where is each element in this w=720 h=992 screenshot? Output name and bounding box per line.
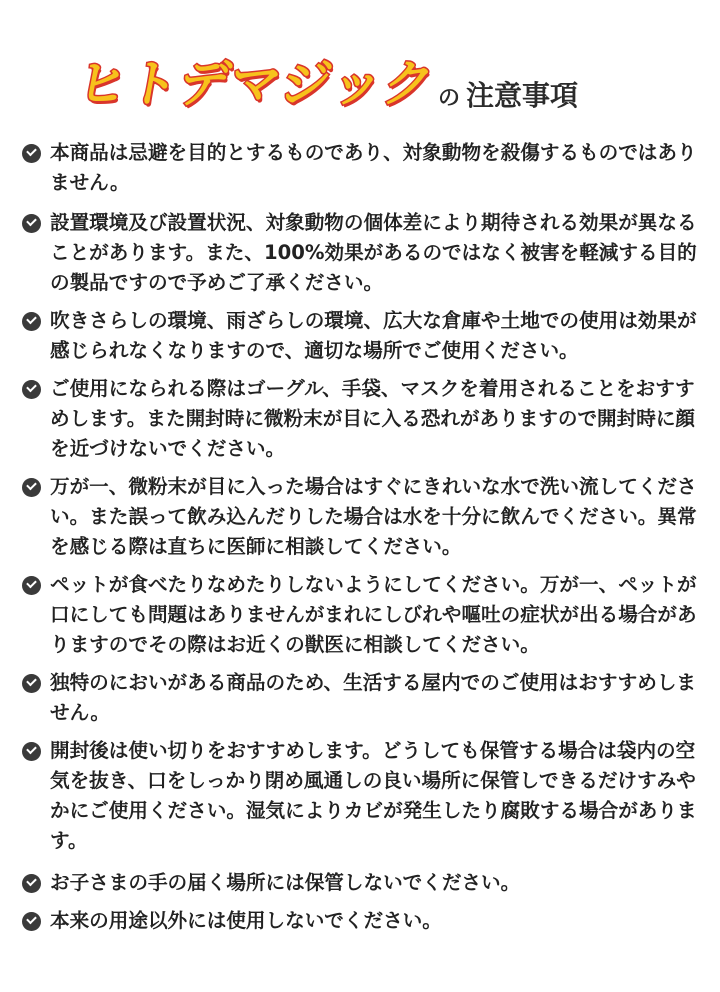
- note-text: 本来の用途以外には使用しないでください。: [50, 909, 442, 932]
- title-particle: の: [438, 86, 461, 111]
- note-text: 開封後は使い切りをおすすめします。どうしても保管する場合は袋内の空気を抜き、口をしっかり閉め風通しの良い場所に保管しできるだけすみやかにご使用ください。湿気によりカビが発生したり腐敗する場合があります。: [50, 739, 697, 852]
- list-item: [20, 570, 700, 660]
- note-text: ご使用になられる際はゴーグル、手袋、マスクを着用されることをおすすめします。また開封時に微粉末が目に入る恐れがありますので開封時に顔を近づけないでください。: [50, 377, 696, 460]
- note-text: 吹きさらしの環境、雨ざらしの環境、広大な倉庫や土地での使用は効果が感じられなくなりますので、適切な場所でご使用ください。: [50, 309, 697, 362]
- check-circle-icon: [22, 874, 41, 893]
- check-circle-icon: [22, 674, 41, 693]
- note-text: お子さまの手の届く場所には保管しないでください。: [50, 871, 521, 894]
- check-circle-icon: [22, 380, 41, 399]
- check-circle-icon: [22, 576, 41, 595]
- note-text: 本商品は忌避を目的とするものであり、対象動物を殺傷するものではありません。: [50, 141, 697, 194]
- list-item: [20, 374, 700, 464]
- list-item: [20, 472, 700, 562]
- check-circle-icon: [22, 312, 41, 331]
- note-text: 設置環境及び設置状況、対象動物の個体差により期待される効果が異なることがあります。また、100%効果があるのではなく被害を軽減する目的の製品ですので予めご了承ください。: [50, 211, 697, 294]
- list-item: [20, 138, 700, 198]
- check-circle-icon: [22, 742, 41, 761]
- check-circle-icon: [22, 214, 41, 233]
- check-circle-icon: [22, 912, 41, 931]
- list-item: [20, 868, 700, 898]
- list-item: [20, 306, 700, 366]
- list-item: [20, 668, 700, 728]
- list-item: [20, 736, 700, 856]
- note-text: 万が一、微粉末が目に入った場合はすぐにきれいな水で洗い流してください。また誤って飲み込んだりした場合は水を十分に飲んでください。異常を感じる際は直ちに医師に相談してください。: [50, 475, 697, 558]
- header: [0, 0, 720, 120]
- list-item: [20, 906, 700, 936]
- brand-logo: ヒトデマジック: [72, 55, 440, 113]
- check-circle-icon: [22, 144, 41, 163]
- list-item: [20, 208, 700, 298]
- title-text: 注意事項: [466, 79, 579, 112]
- notes-list: [20, 138, 700, 936]
- note-text: ペットが食べたりなめたりしないようにしてください。万が一、ペットが口にしても問題はありませんがまれにしびれや嘔吐の症状が出る場合がありますのでその際はお近くの獣医に相談してください。: [50, 573, 697, 656]
- check-circle-icon: [22, 478, 41, 497]
- note-text: 独特のにおいがある商品のため、生活する屋内でのご使用はおすすめしません。: [50, 671, 697, 724]
- page-title: [438, 74, 578, 114]
